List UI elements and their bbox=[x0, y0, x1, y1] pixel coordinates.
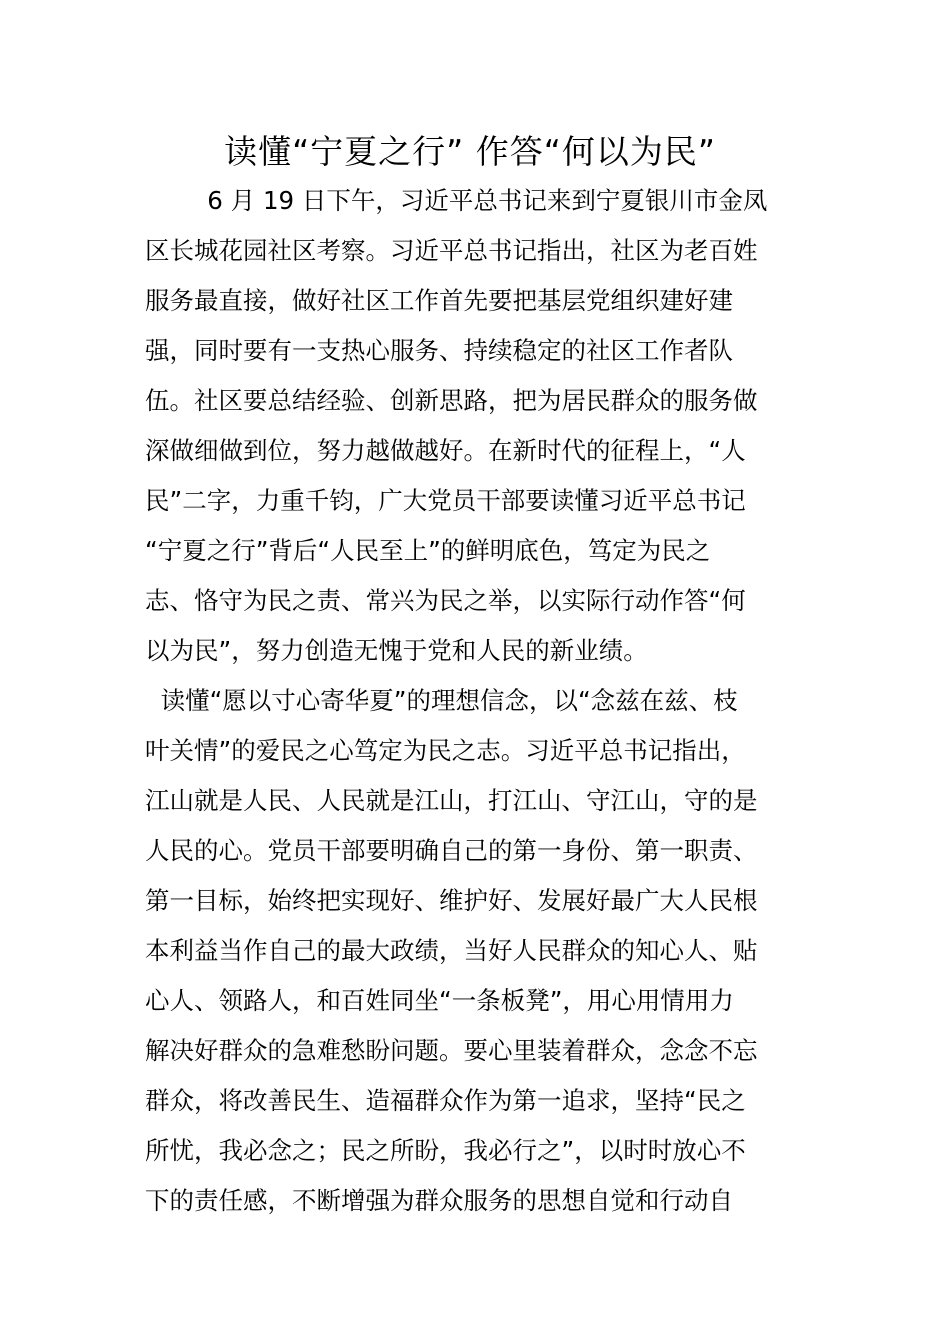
paragraph-1-line: 区长城花园社区考察。习近平总书记指出，社区为老百姓 bbox=[145, 236, 758, 265]
paragraph-2-line: 解决好群众的急难愁盼问题。要心里装着群众，念念不忘 bbox=[145, 1036, 758, 1065]
document-title: 读懂“宁夏之行” 作答“何以为民” bbox=[224, 132, 716, 171]
paragraph-2-line: 所忧，我必念之；民之所盼，我必行之”，以时时放心不 bbox=[145, 1136, 746, 1165]
paragraph-1-line: 志、恪守为民之责、常兴为民之举，以实际行动作答“何 bbox=[145, 586, 746, 615]
paragraph-2-line: 读懂“愿以寸心寄华夏”的理想信念，以“念兹在兹、枝 bbox=[145, 686, 738, 715]
paragraph-1 bbox=[145, 176, 811, 676]
paragraph-1-line: 服务最直接，做好社区工作首先要把基层党组织建好建 bbox=[145, 286, 733, 315]
paragraph-2 bbox=[145, 676, 811, 1226]
paragraph-1-line: 伍。社区要总结经验、创新思路，把为居民群众的服务做 bbox=[145, 386, 758, 415]
paragraph-2-line: 叶关情”的爱民之心笃定为民之志。习近平总书记指出， bbox=[145, 736, 746, 765]
paragraph-2-line: 本利益当作自己的最大政绩，当好人民群众的知心人、贴 bbox=[145, 936, 758, 965]
paragraph-1-line: 民”二字，力重千钧，广大党员干部要读懂习近平总书记 bbox=[145, 486, 746, 515]
paragraph-1-line: 深做细做到位，努力越做越好。在新时代的征程上，“人 bbox=[145, 436, 746, 465]
paragraph-2-line: 群众，将改善民生、造福群众作为第一追求，坚持“民之 bbox=[145, 1086, 746, 1115]
paragraph-1-line: 6 月 19 日下午，习近平总书记来到宁夏银川市金凤 bbox=[145, 186, 768, 215]
paragraph-1-line: 强，同时要有一支热心服务、持续稳定的社区工作者队 bbox=[145, 336, 733, 365]
paragraph-2-line: 第一目标，始终把实现好、维护好、发展好最广大人民根 bbox=[145, 886, 758, 915]
paragraph-2-line: 江山就是人民、人民就是江山，打江山、守江山，守的是 bbox=[145, 786, 758, 815]
paragraph-2-line: 心人、领路人，和百姓同坐“一条板凳”，用心用情用力 bbox=[145, 986, 734, 1015]
paragraph-1-line: 以为民”，努力创造无愧于党和人民的新业绩。 bbox=[145, 636, 648, 665]
paragraph-1-line: “宁夏之行”背后“人民至上”的鲜明底色，笃定为民之 bbox=[145, 536, 711, 565]
paragraph-2-line: 人民的心。党员干部要明确自己的第一身份、第一职责、 bbox=[145, 836, 758, 865]
paragraph-2-line: 下的责任感，不断增强为群众服务的思想自觉和行动自 bbox=[145, 1186, 733, 1215]
